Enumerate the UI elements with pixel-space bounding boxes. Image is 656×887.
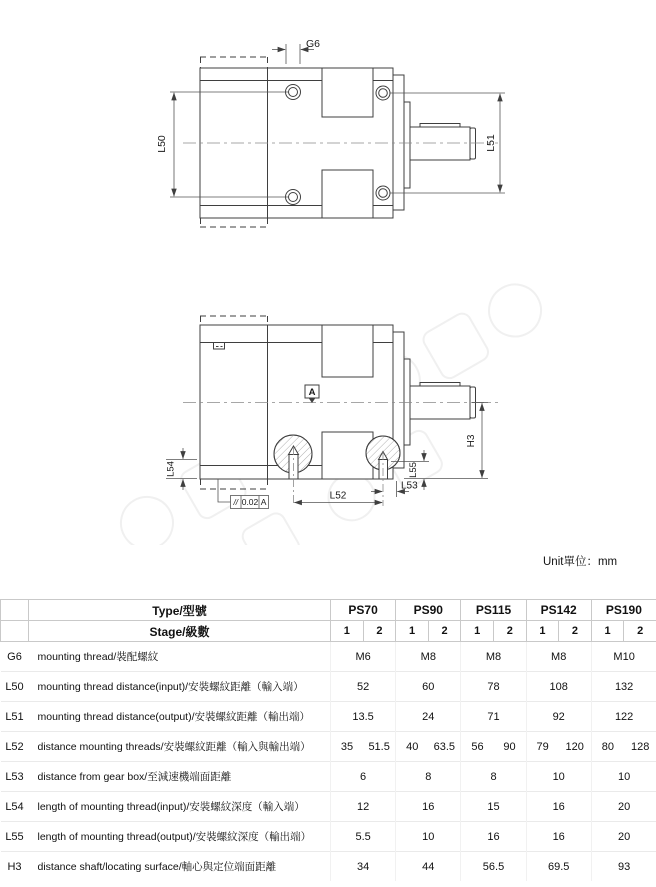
value-cell: 63.5 (428, 732, 461, 762)
dim-label-g6: G6 (306, 38, 321, 50)
tolerance-value: 0.02 (241, 497, 259, 507)
value-cell: 122 (591, 702, 656, 732)
model-header-ps142: PS142 (526, 600, 591, 621)
dim-label-l54: L54 (165, 461, 177, 477)
section-view-drawing (183, 316, 498, 506)
row-code: L54 (1, 792, 29, 822)
dim-label-l53: L53 (401, 480, 418, 492)
value-cell: M8 (526, 642, 591, 672)
value-cell: 6 (331, 762, 396, 792)
value-cell: 56 (461, 732, 494, 762)
value-cell: 92 (526, 702, 591, 732)
stage-col: 2 (559, 621, 592, 642)
stage-col: 1 (331, 621, 364, 642)
bottom-block (322, 432, 373, 479)
dim-label-l52: L52 (329, 490, 347, 502)
value-cell: 78 (461, 672, 526, 702)
row-description: mounting thread distance(output)/安裝螺紋距離（輸出端） (29, 702, 331, 732)
stage-col: 1 (396, 621, 429, 642)
value-cell: 90 (494, 732, 527, 762)
row-description: length of mounting thread(input)/安裝螺紋深度（輸入端） (29, 792, 331, 822)
table-header-row-stage (1, 621, 656, 642)
value-cell: 16 (526, 822, 591, 852)
datum-label: A (308, 387, 316, 398)
value-cell: 120 (559, 732, 592, 762)
row-description: distance shaft/locating surface/軸心與定位端面距離 (29, 852, 331, 882)
value-cell: 12 (331, 792, 396, 822)
value-cell: 69.5 (526, 852, 591, 882)
output-flange (393, 75, 404, 210)
stage-col: 2 (624, 621, 656, 642)
value-cell: 132 (591, 672, 656, 702)
table-row (1, 672, 656, 702)
value-cell: 44 (396, 852, 461, 882)
value-cell: 51.5 (363, 732, 396, 762)
type-header: Type/型號 (29, 600, 331, 621)
table-row (1, 732, 656, 762)
unit-label: Unit單位：mm (543, 556, 618, 568)
top-block (322, 68, 373, 117)
row-description: distance mounting threads/安裝螺紋距離（輸入與輸出端） (29, 732, 331, 762)
table-row (1, 792, 656, 822)
stage-col: 1 (591, 621, 624, 642)
dim-label-l55: L55 (408, 462, 419, 478)
model-header-ps190: PS190 (591, 600, 656, 621)
row-code: L51 (1, 702, 29, 732)
value-cell: 20 (591, 792, 656, 822)
row-code: L52 (1, 732, 29, 762)
row-description: mounting thread/裝配螺紋 (29, 642, 331, 672)
tolerance-frame (218, 479, 269, 509)
top-block (322, 325, 373, 377)
spec-table (0, 599, 656, 881)
value-cell: M10 (591, 642, 656, 672)
stage-col: 2 (363, 621, 396, 642)
value-cell: 40 (396, 732, 429, 762)
row-description: length of mounting thread(output)/安裝螺紋深度（輸出端） (29, 822, 331, 852)
value-cell: 10 (526, 762, 591, 792)
row-code: L50 (1, 672, 29, 702)
value-cell: 16 (526, 792, 591, 822)
value-cell: 24 (396, 702, 461, 732)
value-cell: 15 (461, 792, 526, 822)
value-cell: 34 (331, 852, 396, 882)
dim-label-l51: L51 (485, 134, 497, 152)
value-cell: 71 (461, 702, 526, 732)
value-cell: 10 (396, 822, 461, 852)
model-header-ps90: PS90 (396, 600, 461, 621)
spec-table-body (1, 642, 656, 882)
dim-label-l50: L50 (156, 135, 168, 153)
value-cell: 16 (396, 792, 461, 822)
stage-col: 1 (526, 621, 559, 642)
table-header-row-type (1, 600, 656, 621)
row-description: mounting thread distance(input)/安裝螺紋距離（輸入端） (29, 672, 331, 702)
stage-header: Stage/級數 (29, 621, 331, 642)
row-code: L53 (1, 762, 29, 792)
value-cell: 8 (396, 762, 461, 792)
row-description: distance from gear box/至減速機端面距離 (29, 762, 331, 792)
value-cell: 16 (461, 822, 526, 852)
value-cell: 10 (591, 762, 656, 792)
bottom-block (322, 170, 373, 218)
top-view-drawing (183, 57, 498, 227)
value-cell: 8 (461, 762, 526, 792)
value-cell: 52 (331, 672, 396, 702)
value-cell: 56.5 (461, 852, 526, 882)
row-code: H3 (1, 852, 29, 882)
value-cell: 80 (591, 732, 624, 762)
value-cell: 93 (591, 852, 656, 882)
value-cell: 79 (526, 732, 559, 762)
table-row (1, 852, 656, 882)
tolerance-symbol: // (233, 498, 238, 507)
value-cell: M8 (396, 642, 461, 672)
value-cell: 35 (331, 732, 364, 762)
model-header-ps70: PS70 (331, 600, 396, 621)
table-row (1, 822, 656, 852)
output-shaft (410, 127, 470, 160)
value-cell: 128 (624, 732, 656, 762)
table-row (1, 642, 656, 672)
value-cell: 5.5 (331, 822, 396, 852)
table-row (1, 702, 656, 732)
stage-col: 2 (428, 621, 461, 642)
value-cell: 13.5 (331, 702, 396, 732)
value-cell: M8 (461, 642, 526, 672)
table-row (1, 762, 656, 792)
value-cell: 108 (526, 672, 591, 702)
value-cell: M6 (331, 642, 396, 672)
dim-label-h3: H3 (466, 434, 477, 448)
stage-col: 2 (494, 621, 527, 642)
row-code: L55 (1, 822, 29, 852)
empty-header-cell (1, 600, 29, 621)
tolerance-datum: A (260, 497, 267, 507)
value-cell: 20 (591, 822, 656, 852)
model-header-ps115: PS115 (461, 600, 526, 621)
stage-col: 1 (461, 621, 494, 642)
row-code: G6 (1, 642, 29, 672)
empty-header-cell (1, 621, 29, 642)
value-cell: 60 (396, 672, 461, 702)
